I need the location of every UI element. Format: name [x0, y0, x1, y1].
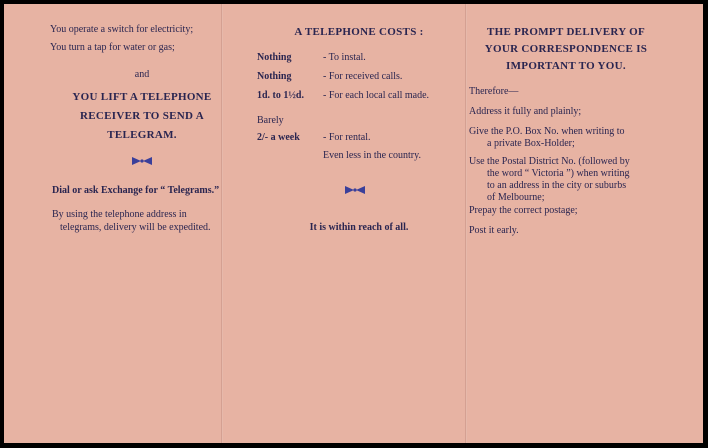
dial-instruction: Dial or ask Exchange for “ Telegrams.”: [52, 185, 220, 196]
bow-ornament-icon: [131, 156, 153, 172]
cost-desc: - To instal.: [323, 52, 366, 63]
barely-text: Barely: [257, 115, 284, 126]
address-note: telegrams, delivery will be expedited.: [60, 222, 211, 233]
delivery-title-line: THE PROMPT DELIVERY OF: [486, 26, 646, 38]
reach-text: It is within reach of all.: [309, 222, 409, 233]
delivery-title-line: YOUR CORRESPONDENCE IS: [484, 43, 648, 55]
cost-row: [257, 70, 467, 89]
delivery-title-line: IMPORTANT TO YOU.: [506, 60, 626, 72]
instruction-item: Post it early.: [469, 225, 519, 236]
intro-line: You operate a switch for electricity;: [50, 24, 194, 35]
intro-line: You turn a tap for water or gas;: [50, 42, 175, 53]
instruction-item: the word “ Victoria ”) when writing: [487, 168, 630, 179]
cost-row: [257, 131, 467, 150]
bow-ornament-icon: [344, 185, 366, 201]
cost-desc: - For rental.: [323, 132, 371, 143]
cost-row: [257, 89, 467, 108]
leaflet-sheet: [4, 4, 703, 443]
cost-amount: 2/- a week: [257, 132, 300, 143]
headline-line: TELEGRAM.: [107, 129, 177, 141]
address-note: By using the telephone address in: [52, 209, 187, 220]
instruction-item: Give the P.O. Box No. when writing to: [469, 126, 625, 137]
instruction-item: to an address in the city or suburbs: [487, 180, 627, 191]
instruction-item: Address it fully and plainly;: [469, 106, 582, 117]
cost-desc: - For each local call made.: [323, 90, 430, 101]
cost-amount: Nothing: [257, 52, 292, 63]
headline-line: RECEIVER TO SEND A: [80, 110, 204, 122]
instruction-item: Prepay the correct postage;: [469, 205, 578, 216]
instruction-item: a private Box-Holder;: [487, 138, 575, 149]
headline-line: YOU LIFT A TELEPHONE: [72, 91, 212, 103]
cost-amount: Nothing: [257, 71, 292, 82]
and-text: and: [134, 69, 150, 80]
cost-row: [257, 51, 467, 70]
instruction-item: of Melbourne;: [487, 192, 545, 203]
therefore-text: Therefore—: [469, 86, 519, 97]
instruction-item: Use the Postal District No. (followed by: [469, 156, 630, 167]
country-note: Even less in the country.: [323, 150, 421, 161]
cost-amount: 1d. to 1½d.: [257, 90, 304, 101]
costs-title: A TELEPHONE COSTS :: [294, 26, 424, 38]
cost-desc: - For received calls.: [323, 71, 403, 82]
